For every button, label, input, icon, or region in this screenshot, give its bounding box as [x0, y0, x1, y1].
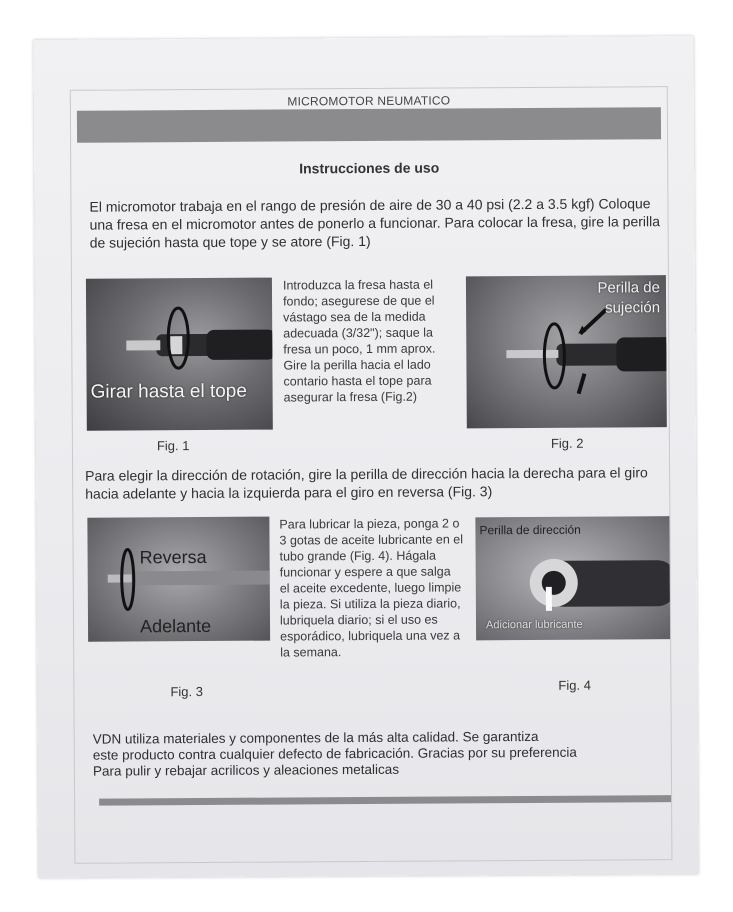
- header-title: MICROMOTOR NEUMATICO: [287, 93, 451, 109]
- rotation-paragraph: Para elegir la dirección de rotación, gire la perilla de dirección hacia la derecha para el giro hacia adelante y hacia la izquierda para el giro en reversa (Fig. 3): [85, 464, 648, 502]
- fig4-overlay-lubricant: Adicionar lubricante: [485, 618, 583, 632]
- micromotor-handpiece-image: [86, 278, 273, 431]
- fig4-overlay-direction: Perilla de dirección: [479, 522, 581, 538]
- fig3-overlay-adelante: Adelante: [139, 615, 212, 637]
- fig2-overlay-line1: Perilla de: [597, 279, 661, 297]
- footer-line-1: VDN utiliza materiales y componentes de la más alta calidad. Se garantiza: [92, 728, 539, 747]
- footer-text: [93, 728, 671, 780]
- lubricate-text: Para lubricar la pieza, ponga 2 o 3 gotas de aceite lubricante en el tubo grande (Fig. 4). Hágala funcionar y espere a que salga el aceite excedente, luego limpie la pieza. Si utiliza la pieza diario, lubriquela diario; si el uso es esporádico, lubriquela una vez a la semana.: [279, 516, 464, 660]
- fig1-overlay-label: Girar hasta el tope: [90, 380, 247, 403]
- fig2-caption: Fig. 2: [550, 435, 584, 451]
- document-frame: [70, 86, 673, 864]
- instruction-sheet: [33, 36, 698, 878]
- fig2-overlay-line2: sujeción: [604, 299, 661, 317]
- footer-line-2: este producto contra cualquier defecto de fabricación. Gracias por su preferencia: [92, 744, 577, 763]
- fig1-photo: [86, 278, 273, 431]
- intro-paragraph: El micromotor trabaja en el rango de presión de aire de 30 a 40 psi (2.2 a 3.5 kgf) Coloque una fresa en el micromotor antes de ponerlo a funcionar. Para colocar la fresa, gire la perilla de sujeción hasta que tope y se atore (Fig. 1): [89, 195, 661, 251]
- fig2-photo: [466, 275, 667, 428]
- footer-band: [99, 795, 671, 805]
- fig1-caption: Fig. 1: [156, 438, 190, 454]
- fig4-caption: Fig. 4: [558, 677, 591, 693]
- fig3-overlay-reversa: Reversa: [139, 546, 207, 568]
- fig3-caption: Fig. 3: [170, 684, 203, 700]
- fig4-photo: [475, 516, 670, 640]
- footer-line-3: Para pulir y rebajar acrilicos y aleaciones metalicas: [92, 761, 400, 779]
- insert-bur-text: Introduzca la fresa hasta el fondo; asegurese de que el vástago sea de la medida adecuada (3/32"); saque la fresa un poco, 1 mm aprox. Gire la perilla hacia el lado contario hasta el tope para asegurar la fresa (Fig.2): [282, 277, 436, 405]
- fig3-photo: [87, 517, 270, 642]
- section-title: Instrucciones de uso: [299, 159, 440, 177]
- micromotor-closeup-image: [466, 275, 667, 428]
- header-band: [77, 107, 661, 143]
